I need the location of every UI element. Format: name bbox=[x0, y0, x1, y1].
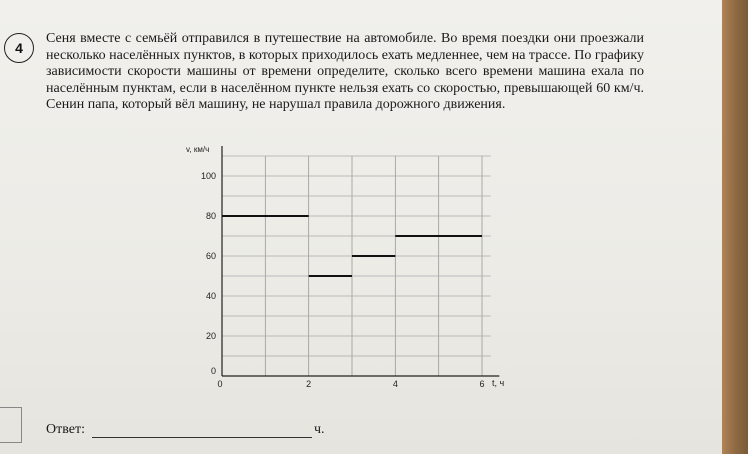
table-edge bbox=[722, 0, 748, 454]
y-tick-label: 40 bbox=[205, 291, 216, 301]
x-tick-label: 2 bbox=[306, 379, 312, 389]
answer-input-line[interactable] bbox=[92, 437, 312, 438]
x-tick-label: 4 bbox=[392, 379, 398, 389]
x-axis-label: t, ч bbox=[492, 378, 505, 388]
y-tick-label: 20 bbox=[205, 331, 216, 341]
chart-axes bbox=[222, 146, 499, 376]
y-tick-label: 0 bbox=[210, 366, 216, 376]
y-tick-label: 80 bbox=[205, 211, 216, 221]
x-tick-label: 6 bbox=[479, 379, 485, 389]
answer-label: Ответ: bbox=[46, 422, 85, 437]
task-text: Сеня вместе с семьёй отправился в путешествие на автомобиле. Во время поездки они проезжали несколько населённых пунктов, в которых приходилось ехать медленнее, чем на трассе. По графику зависимости скорости машины от времени определите, сколько всего времени машина ехала по населённым пунктам, если в населённом пункте нельзя ехать со скоростью, превышающей 60 км/ч. Сенин папа, который вёл машину, не нарушал правила дорожного движения. bbox=[46, 31, 644, 112]
chart-grid bbox=[222, 156, 491, 376]
y-tick-label: 60 bbox=[205, 251, 216, 261]
speed-time-chart bbox=[180, 140, 520, 400]
task-number: 4 bbox=[4, 33, 34, 63]
answer-unit: ч. bbox=[314, 422, 325, 437]
y-tick-label: 100 bbox=[200, 171, 216, 181]
x-tick-label: 0 bbox=[217, 379, 223, 389]
y-axis-label: v, км/ч bbox=[186, 145, 210, 154]
answer-box bbox=[0, 407, 22, 443]
